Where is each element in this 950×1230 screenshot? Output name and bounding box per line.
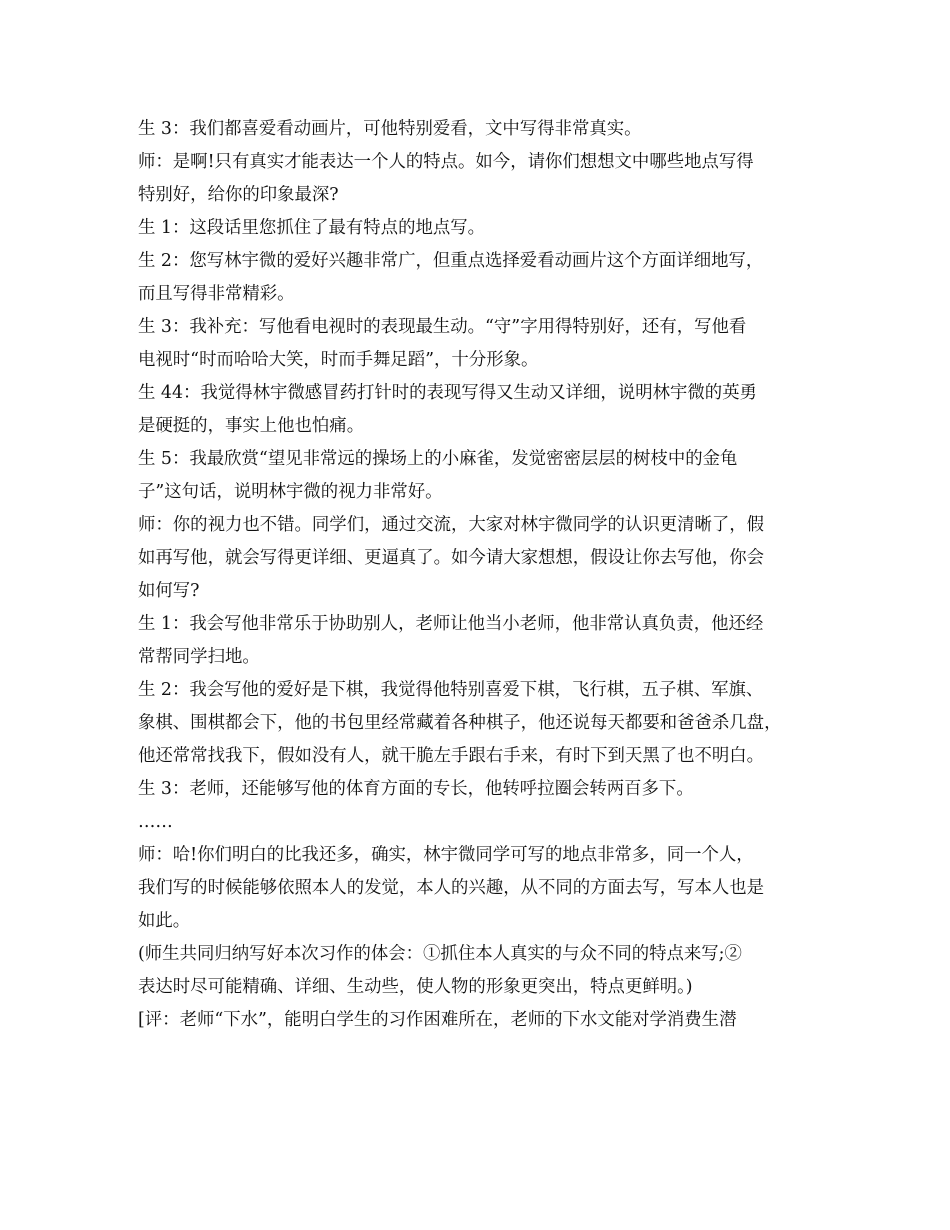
text-line: [评：老师“下水”，能明白学生的习作困难所在，老师的下水文能对学消费生潜 (138, 1010, 737, 1030)
text-line: 生 3：我们都喜爱看动画片，可他特别爱看，文中写得非常真实。 (138, 119, 642, 139)
text-line: 如再写他，就会写得更详细、更逼真了。如今请大家想想，假设让你去写他，你会 (138, 548, 765, 568)
text-line: 师：是啊!只有真实才能表达一个人的特点。如今，请你们想想文中哪些地点写得 (138, 152, 754, 172)
text-line: 生 1：这段话里您抓住了最有特点的地点写。 (138, 218, 486, 238)
text-line: 师：哈!你们明白的比我还多，确实，林宇微同学可写的地点非常多，同一个人， (138, 845, 754, 865)
text-line: 表达时尽可能精确、详细、生动些，使人物的形象更突出，特点更鲜明。) (138, 977, 693, 997)
text-line: 他还常常找我下，假如没有人，就干脆左手跟右手来，有时下到天黑了也不明白。 (138, 746, 765, 766)
text-line: 生 2：我会写他的爱好是下棋，我觉得他特别喜爱下棋，飞行棋，五子棋、军旗、 (138, 680, 764, 700)
text-line: 我们写的时候能够依照本人的发觉，本人的兴趣，从不同的方面去写，写本人也是 (138, 878, 765, 898)
text-line: 电视时“时而哈哈大笑，时而手舞足蹈”，十分形象。 (138, 350, 539, 370)
text-line: 生 1：我会写他非常乐于协助别人，老师让他当小老师，他非常认真负责，他还经 (138, 614, 764, 634)
text-line: 师：你的视力也不错。同学们，通过交流，大家对林宇微同学的认识更清晰了，假 (138, 515, 765, 535)
document-body (138, 113, 828, 1037)
text-line: (师生共同归纳写好本次习作的体会：①抓住本人真实的与众不同的特点来写;② (138, 944, 742, 964)
text-line: 生 3：我补充：写他看电视时的表现最生动。“守”字用得特别好，还有，写他看 (138, 317, 747, 337)
text-line: 子”这句话，说明林宇微的视力非常好。 (138, 482, 443, 502)
text-line: 常帮同学扫地。 (138, 647, 260, 667)
text-line: 生 2：您写林宇微的爱好兴趣非常广，但重点选择爱看动画片这个方面详细地写， (138, 251, 764, 271)
text-line: 是硬挺的，事实上他也怕痛。 (138, 416, 365, 436)
text-line: 象棋、围棋都会下，他的书包里经常藏着各种棋子，他还说每天都要和爸爸杀几盘， (138, 713, 782, 733)
text-line: …… (138, 812, 173, 832)
text-line: 如何写? (138, 581, 200, 601)
text-line: 而且写得非常精彩。 (138, 284, 295, 304)
text-line: 生 44：我觉得林宇微感冒药打针时的表现写得又生动又详细，说明林宇微的英勇 (138, 383, 757, 403)
text-line: 特别好，给你的印象最深? (138, 185, 339, 205)
text-line: 如此。 (138, 911, 191, 931)
text-line: 生 3：老师，还能够写他的体育方面的专长，他转呼拉圈会转两百多下。 (138, 779, 694, 799)
text-line: 生 5：我最欣赏“望见非常远的操场上的小麻雀，发觉密密层层的树枝中的金龟 (138, 449, 738, 469)
